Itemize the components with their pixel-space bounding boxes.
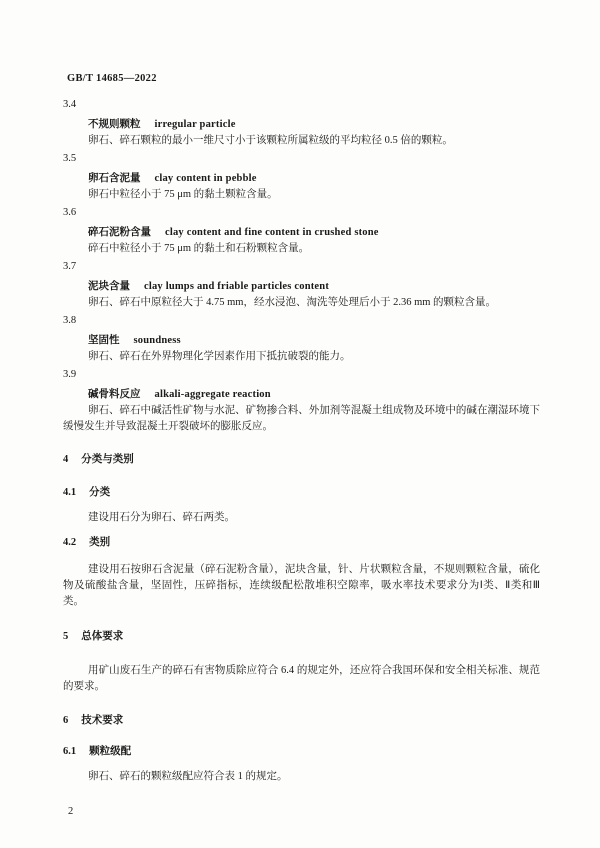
section-title: 技术要求 xyxy=(81,715,124,726)
subsection-number: 4.2 xyxy=(63,537,77,548)
term-title xyxy=(63,117,540,133)
term-definition: 卵石中粒径小于 75 μm 的黏土颗粒含量。 xyxy=(88,189,278,200)
doc-header: GB/T 14685—2022 xyxy=(67,73,157,84)
term-block xyxy=(63,205,540,257)
term-zh: 坚固性 xyxy=(88,335,120,346)
section-number: 4 xyxy=(63,454,69,465)
term-en: clay lumps and friable particles content xyxy=(144,281,330,292)
term-zh: 碎石泥粉含量 xyxy=(88,227,151,238)
term-block xyxy=(63,259,540,311)
term-zh: 卵石含泥量 xyxy=(88,173,141,184)
term-en: clay content and fine content in crushed stone xyxy=(165,227,379,238)
term-zh: 不规则颗粒 xyxy=(88,119,141,130)
paragraph: 用矿山废石生产的碎石有害物质除应符合 6.4 的规定外，还应符合我国环保和安全相关标准、规范的要求。 xyxy=(63,665,540,692)
term-block xyxy=(63,151,540,203)
subsection-heading xyxy=(63,744,540,760)
term-title xyxy=(63,333,540,349)
page-number: 2 xyxy=(68,806,74,817)
paragraph: 建设用石分为卵石、碎石两类。 xyxy=(88,512,235,523)
term-title xyxy=(63,225,540,241)
term-definition: 卵石、碎石中原粒径大于 4.75 mm，经水浸泡、淘洗等处理后小于 2.36 mm 的颗粒含量。 xyxy=(88,297,497,308)
term-definition: 碎石中粒径小于 75 μm 的黏土和石粉颗粒含量。 xyxy=(88,243,310,254)
clause-number: 3.7 xyxy=(63,261,77,272)
term-block xyxy=(63,313,540,365)
subsection-heading xyxy=(63,535,540,551)
term-title xyxy=(63,387,540,403)
section-number: 6 xyxy=(63,715,69,726)
subsection-title: 颗粒级配 xyxy=(89,746,132,757)
clause-number: 3.5 xyxy=(63,153,77,164)
subsection-title: 类别 xyxy=(89,537,111,548)
section-title: 总体要求 xyxy=(81,631,124,642)
section-number: 5 xyxy=(63,631,69,642)
term-en: clay content in pebble xyxy=(154,173,257,184)
paragraph: 卵石、碎石的颗粒级配应符合表 1 的规定。 xyxy=(88,771,288,782)
term-zh: 泥块含量 xyxy=(88,281,130,292)
subsection-heading xyxy=(63,485,540,501)
term-en: irregular particle xyxy=(154,119,236,130)
subsection-number: 4.1 xyxy=(63,487,77,498)
paragraph: 建设用石按卵石含泥量（碎石泥粉含量），泥块含量，针、片状颗粒含量，不规则颗粒含量，硫化物及硫酸盐含量，坚固性，压碎指标，连续级配松散堆积空隙率，吸水率技术要求分为Ⅰ类、Ⅱ类和Ⅲ类。 xyxy=(63,564,540,607)
term-en: soundness xyxy=(133,335,181,346)
term-block xyxy=(63,97,540,149)
term-block xyxy=(63,367,540,435)
clause-number: 3.4 xyxy=(63,99,77,110)
clause-number: 3.9 xyxy=(63,369,77,380)
term-definition: 卵石、碎石中碱活性矿物与水泥、矿物掺合料、外加剂等混凝土组成物及环境中的碱在潮湿环境下缓慢发生并导致混凝土开裂破坏的膨胀反应。 xyxy=(63,405,540,432)
section-heading xyxy=(63,713,540,729)
term-definition: 卵石、碎石颗粒的最小一维尺寸小于该颗粒所属粒级的平均粒径 0.5 倍的颗粒。 xyxy=(88,135,453,146)
term-en: alkali-aggregate reaction xyxy=(154,389,271,400)
clause-number: 3.8 xyxy=(63,315,77,326)
section-heading xyxy=(63,452,540,468)
clause-number: 3.6 xyxy=(63,207,77,218)
term-title xyxy=(63,171,540,187)
subsection-title: 分类 xyxy=(89,487,111,498)
section-title: 分类与类别 xyxy=(81,454,134,465)
section-heading xyxy=(63,629,540,645)
term-title xyxy=(63,279,540,295)
term-definition: 卵石、碎石在外界物理化学因素作用下抵抗破裂的能力。 xyxy=(88,351,351,362)
subsection-number: 6.1 xyxy=(63,746,77,757)
term-zh: 碱骨料反应 xyxy=(88,389,141,400)
